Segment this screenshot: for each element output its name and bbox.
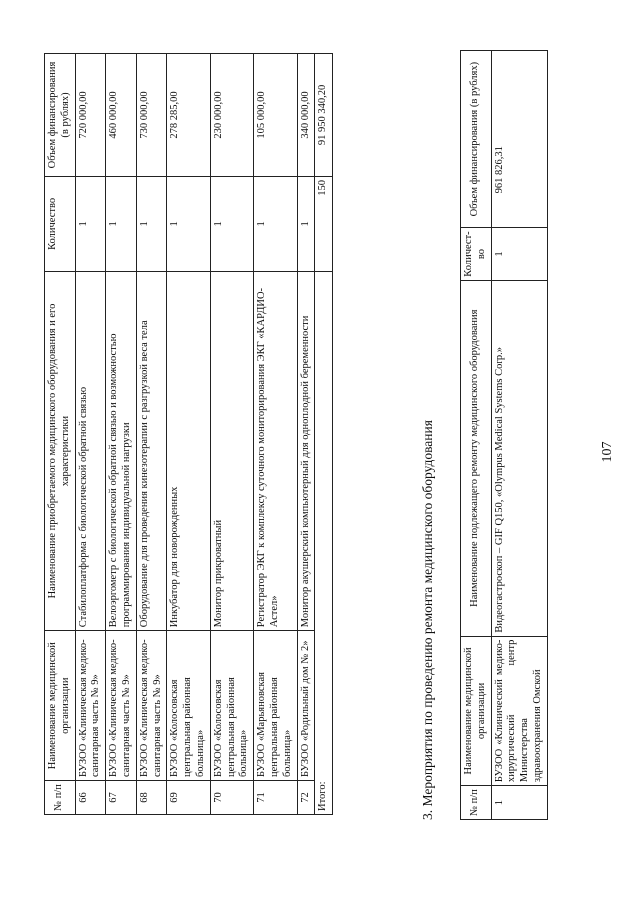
header-qty: Количест-во <box>461 228 492 280</box>
row-sum: 278 285,00 <box>167 54 210 177</box>
row-item: Видеогастроскоп – GIF Q150, «Olympus Medical Systems Corp.» <box>491 280 547 636</box>
header-org: Наименование медицинской организации <box>45 631 76 781</box>
row-item: Монитор прикроватный <box>210 271 253 630</box>
total-sum: 91 950 340,20 <box>315 54 333 177</box>
header-num: № п/п <box>45 781 76 815</box>
row-org: БУЗОО «Колосовская центральная районная больница» <box>210 631 253 781</box>
table-row <box>210 54 253 815</box>
row-item: Монитор акушерский компьютерный для одноплодной беременности <box>297 271 315 630</box>
row-org: БУЗОО «Родильный дом № 2» <box>297 631 315 781</box>
row-qty: 1 <box>75 176 106 271</box>
row-sum: 720 000,00 <box>75 54 106 177</box>
row-item: Велоэргометр с биологической обратной связью и возможностью программирования индивидуальной нагрузки <box>106 271 137 630</box>
row-num: 1 <box>491 786 547 820</box>
page-number: 107 <box>600 441 615 463</box>
header-item: Наименование подлежащего ремонту медицинского оборудования <box>461 280 492 636</box>
row-item: Регистратор ЭКГ к комплексу суточного мониторирования ЭКГ «КАРДИО-Астел» <box>254 271 297 630</box>
table-row <box>491 51 547 820</box>
total-spacer <box>315 271 333 630</box>
row-num: 67 <box>106 781 137 815</box>
table-row <box>167 54 210 815</box>
row-org: БУЗОО «Колосовская центральная районная больница» <box>167 631 210 781</box>
total-qty: 150 <box>315 176 333 271</box>
table-row <box>106 54 137 815</box>
row-sum: 340 000,00 <box>297 54 315 177</box>
row-num: 66 <box>75 781 106 815</box>
row-qty: 1 <box>106 176 137 271</box>
row-sum: 961 826,31 <box>491 51 547 228</box>
row-qty: 1 <box>167 176 210 271</box>
equipment-purchase-table <box>44 53 333 815</box>
row-num: 72 <box>297 781 315 815</box>
row-sum: 230 000,00 <box>210 54 253 177</box>
total-row <box>315 54 333 815</box>
row-qty: 1 <box>210 176 253 271</box>
row-qty: 1 <box>491 228 547 280</box>
header-item: Наименование приобретаемого медицинского оборудования и его характеристики <box>45 271 76 630</box>
row-qty: 1 <box>254 176 297 271</box>
table-row <box>297 54 315 815</box>
row-qty: 1 <box>136 176 167 271</box>
row-sum: 460 000,00 <box>106 54 137 177</box>
row-item: Стабилоплатформа с биологической обратной связью <box>75 271 106 630</box>
table-row <box>75 54 106 815</box>
header-qty: Количество <box>45 176 76 271</box>
equipment-repair-table <box>460 50 548 820</box>
row-sum: 105 000,00 <box>254 54 297 177</box>
header-num: № п/п <box>461 786 492 820</box>
row-qty: 1 <box>297 176 315 271</box>
row-item: Оборудование для проведения кинезотерапии с разгрузкой веса тела <box>136 271 167 630</box>
table-header-row <box>461 51 492 820</box>
row-org: БУЗОО «Клиническая медико-санитарная часть № 9» <box>136 631 167 781</box>
row-org: БУЗОО «Марьяновская центральная районная больница» <box>254 631 297 781</box>
row-org: БУЗОО «Клиническая медико-санитарная часть № 9» <box>106 631 137 781</box>
header-sum: Объем финансирования (в рублях) <box>45 54 76 177</box>
row-org: БУЗОО «Клинический медико-хирургический центр Министерства здравоохранения Омской <box>491 636 547 785</box>
total-label: Итого: <box>315 631 333 815</box>
table-header-row <box>45 54 76 815</box>
row-num: 70 <box>210 781 253 815</box>
row-num: 69 <box>167 781 210 815</box>
table-row <box>254 54 297 815</box>
row-item: Инкубатор для новорожденных <box>167 271 210 630</box>
row-num: 68 <box>136 781 167 815</box>
section-title: 3. Мероприятия по проведению ремонта медицинского оборудования <box>420 420 435 820</box>
row-org: БУЗОО «Клиническая медико-санитарная часть № 9» <box>75 631 106 781</box>
row-num: 71 <box>254 781 297 815</box>
header-org: Наименование медицинской организации <box>461 636 492 785</box>
row-sum: 730 000,00 <box>136 54 167 177</box>
table-row <box>136 54 167 815</box>
header-sum: Объем финансирования (в рублях) <box>461 51 492 228</box>
